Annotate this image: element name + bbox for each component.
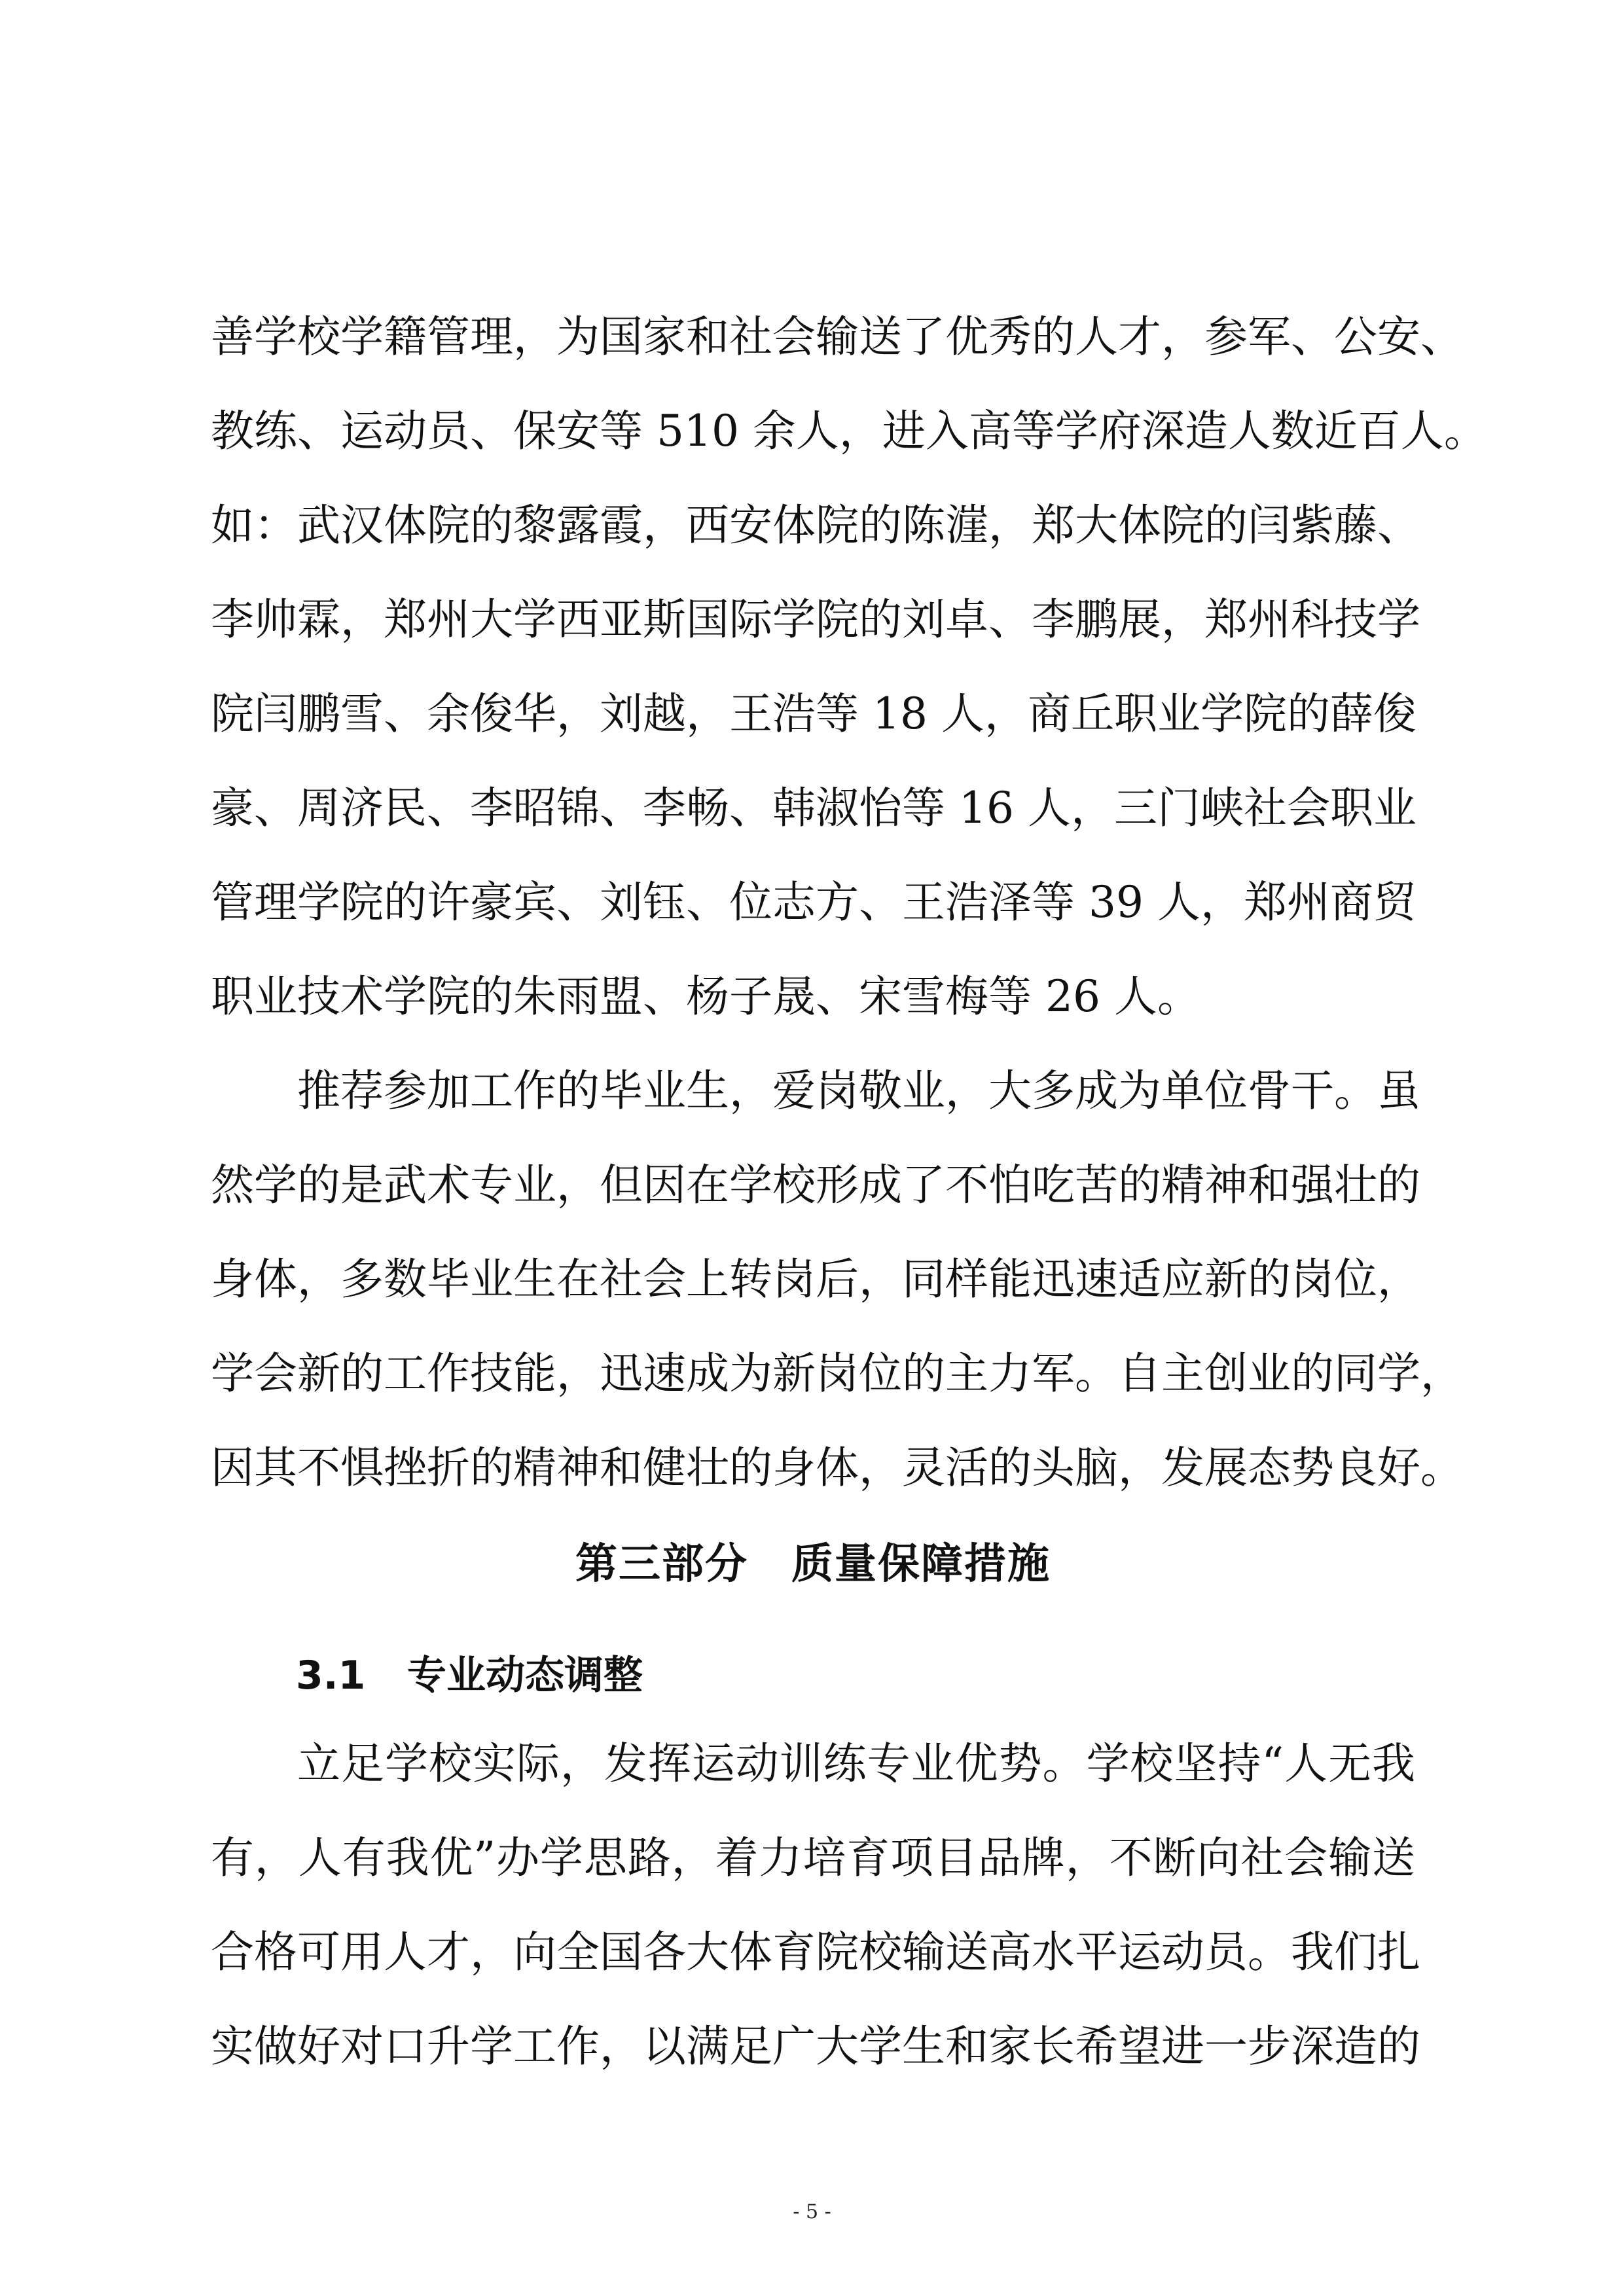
paragraph-line: 然学的是武术专业，但因在学校形成了不怕吃苦的精神和强壮的 — [211, 1160, 1420, 1210]
paragraph-line: 豪、周济民、李昭锦、李畅、韩淑怡等 16 人，三门峡社会职业 — [211, 783, 1416, 833]
section-heading: 第三部分 质量保障措施 — [575, 1540, 1051, 1588]
subsection-number: 3.1 — [296, 1653, 366, 1698]
subsection-title: 专业动态调整 — [407, 1653, 643, 1698]
paragraph-line: 身体，多数毕业生在社会上转岗后，同样能迅速适应新的岗位， — [211, 1254, 1420, 1304]
paragraph-line: 教练、运动员、保安等 510 余人，进入高等学府深造人数近百人。 — [211, 406, 1487, 456]
paragraph-line: 因其不惧挫折的精神和健壮的身体，灵活的头脑，发展态势良好。 — [211, 1443, 1464, 1493]
paragraph-line: 推荐参加工作的毕业生，爱岗敬业，大多成为单位骨干。虽 — [297, 1066, 1420, 1116]
paragraph-line: 院闫鹏雪、余俊华，刘越，王浩等 18 人，商丘职业学院的薛俊 — [211, 689, 1416, 739]
paragraph-line: 善学校学籍管理，为国家和社会输送了优秀的人才，参军、公安、 — [211, 312, 1464, 362]
page-number: - 5 - — [793, 2200, 831, 2223]
paragraph-line: 如：武汉体院的黎露霞，西安体院的陈漄，郑大体院的闫紫藤、 — [211, 500, 1420, 550]
paragraph-line: 管理学院的许豪宾、刘钰、位志方、王浩泽等 39 人，郑州商贸 — [211, 877, 1416, 927]
subsection-heading — [296, 1636, 643, 1715]
paragraph-line: 立足学校实际，发挥运动训练专业优势。学校坚持“人无我 — [297, 1738, 1415, 1789]
paragraph-line: 合格可用人才，向全国各大体育院校输送高水平运动员。我们扎 — [211, 1927, 1420, 1977]
paragraph-line: 学会新的工作技能，迅速成为新岗位的主力军。自主创业的同学， — [211, 1348, 1464, 1399]
paragraph-line: 有，人有我优”办学思路，着力培育项目品牌，不断向社会输送 — [211, 1833, 1415, 1883]
paragraph-line: 李帅霖，郑州大学西亚斯国际学院的刘卓、李鹏展，郑州科技学 — [211, 594, 1420, 645]
paragraph-line: 职业技术学院的朱雨盟、杨子晟、宋雪梅等 26 人。 — [211, 971, 1200, 1022]
paragraph-line: 实做好对口升学工作，以满足广大学生和家长希望进一步深造的 — [211, 2021, 1420, 2072]
